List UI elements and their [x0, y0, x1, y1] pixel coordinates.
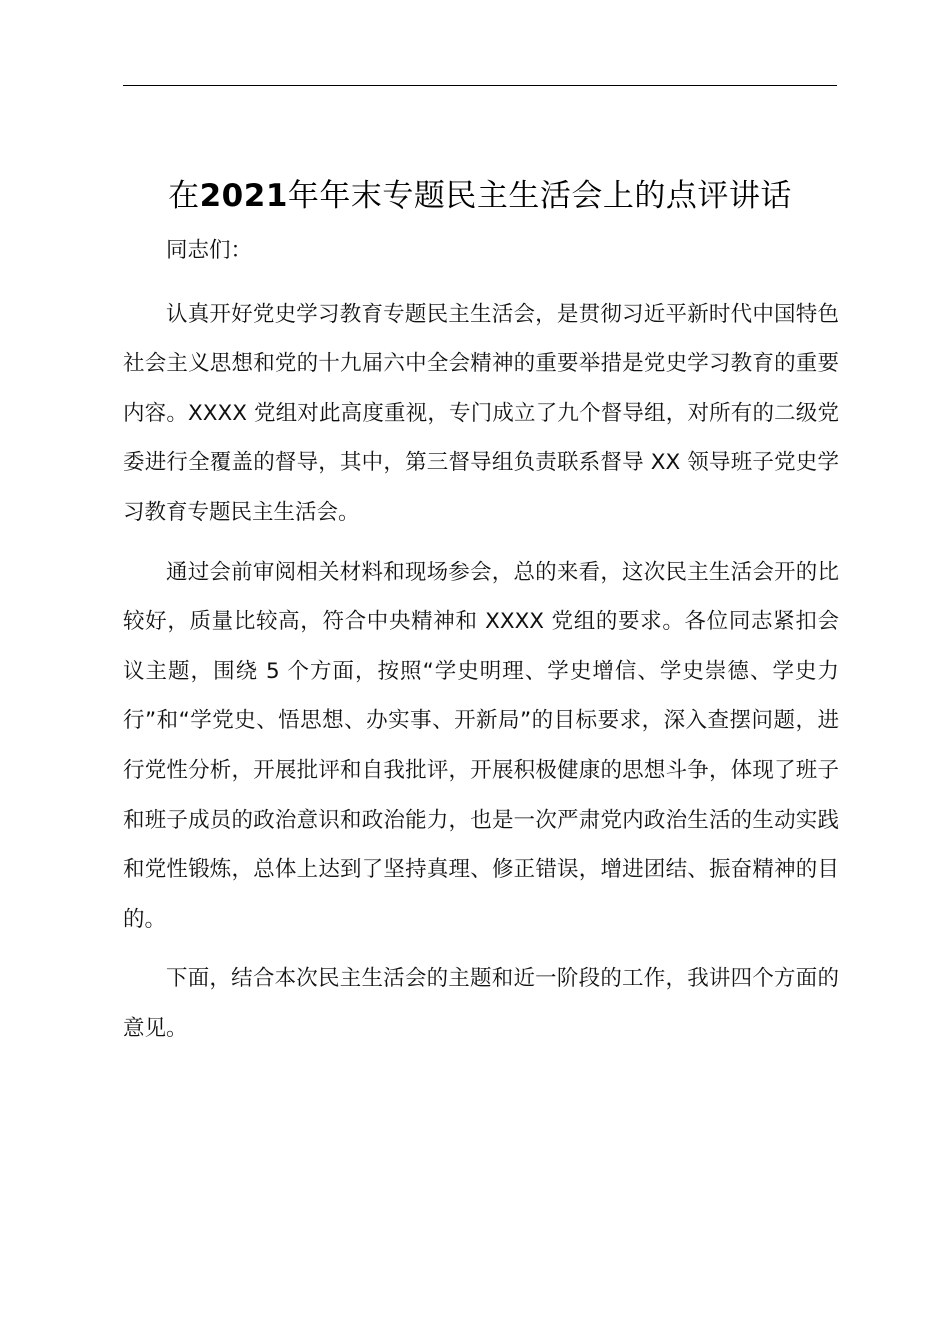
header-rule: [123, 85, 837, 86]
document-body: [123, 226, 839, 1064]
title-year: 2021: [199, 177, 288, 214]
paragraph-1: 认真开好党史学习教育专题民主生活会，是贯彻习近平新时代中国特色社会主义思想和党的十九届六中全会精神的重要举措是党史学习教育的重要内容。XXXX 党组对此高度重视，专门成立了九个督导组，对所有的二级党委进行全覆盖的督导，其中，第三督导组负责联系督导 XX 领导班子党史学习教育专题民主生活会。: [123, 301, 839, 525]
paragraph-3: 下面，结合本次民主生活会的主题和近一阶段的工作，我讲四个方面的意见。: [123, 966, 839, 1041]
paragraph-2: 通过会前审阅相关材料和现场参会，总的来看，这次民主生活会开的比较好，质量比较高，符合中央精神和 XXXX 党组的要求。各位同志紧扣会议主题，围绕 5 个方面，按照“学史明理、学史增信、学史崇德、学史力行”和“学党史、悟思想、办实事、开新局”的目标要求，深入查摆问题，进行党性分析，开展批评和自我批评，开展积极健康的思想斗争，体现了班子和班子成员的政治意识和政治能力，也是一次严肃党内政治生活的生动实践和党性锻炼，总体上达到了坚持真理、修正错误，增进团结、振奋精神的目的。: [123, 559, 839, 932]
title-prefix: 在: [168, 177, 200, 214]
salutation: 同志们：: [166, 238, 253, 263]
title-suffix: 年年末专题民主生活会上的点评讲话: [287, 177, 792, 214]
document-title: [123, 171, 837, 221]
